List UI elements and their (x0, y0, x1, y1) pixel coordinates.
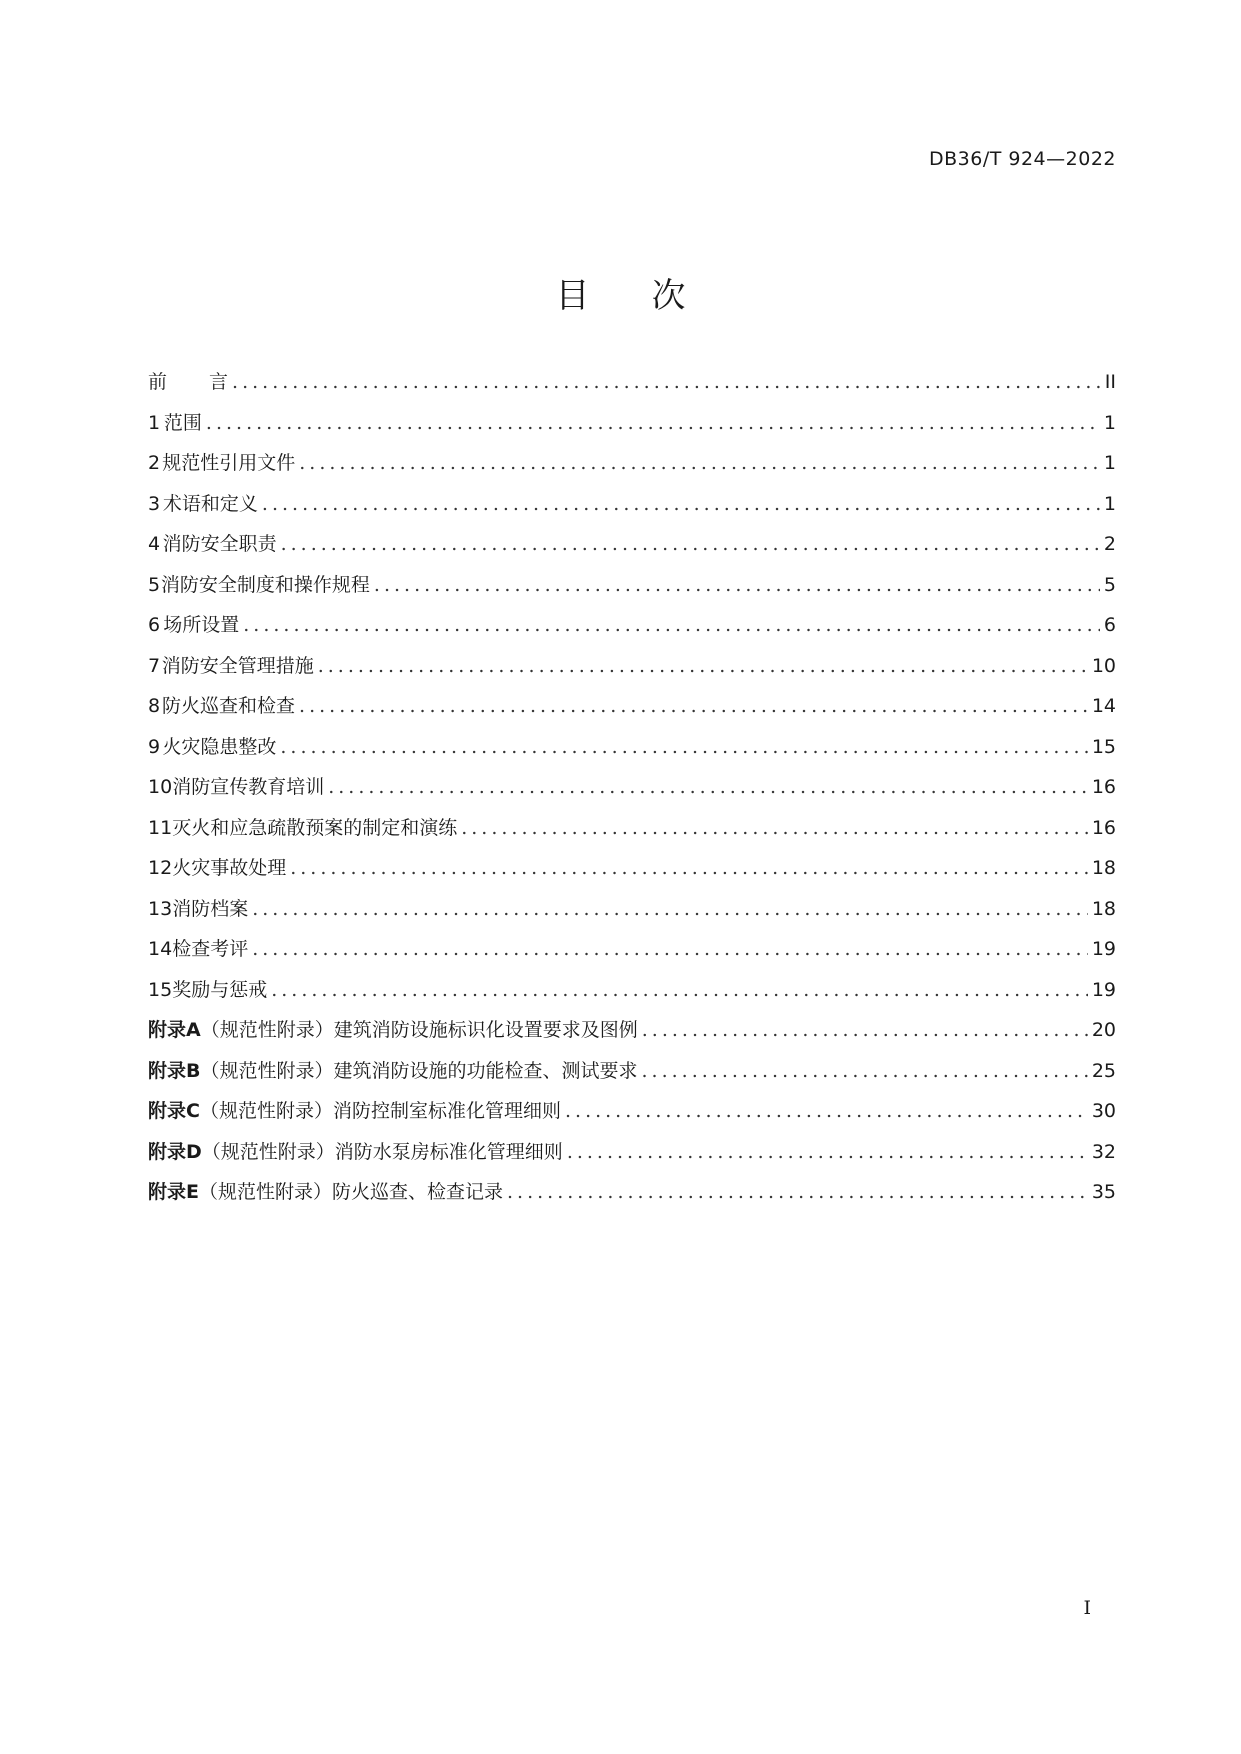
toc-entry-page: 19 (1091, 938, 1116, 960)
title-char-1: 目 (555, 276, 590, 316)
leader-dots (243, 614, 1100, 636)
toc-entry-page: 10 (1091, 654, 1116, 677)
toc-entry-appendix[interactable] (148, 1096, 1116, 1137)
leader-dots (318, 655, 1088, 677)
toc-entry-page: 25 (1091, 1059, 1116, 1082)
leader-dots (642, 1060, 1088, 1082)
toc-entry-page: 16 (1091, 816, 1116, 839)
toc-entry-page: 1 (1103, 492, 1116, 515)
leader-dots (281, 533, 1100, 555)
toc-entry[interactable] (148, 975, 1116, 1016)
toc-entry-label: 火灾隐患整改 (162, 735, 277, 758)
toc-entry-page: 18 (1091, 897, 1116, 920)
toc-entry-page: 30 (1091, 1100, 1116, 1122)
leader-dots (252, 898, 1088, 920)
section-number: 5 (148, 573, 161, 596)
toc-entry[interactable] (148, 570, 1116, 611)
toc-entry-appendix[interactable] (148, 1137, 1116, 1178)
toc-entry-label: 火灾事故处理 (172, 857, 287, 879)
footer-page-number: I (1083, 1597, 1091, 1619)
toc-entry[interactable] (148, 489, 1116, 530)
section-number: 13 (148, 897, 173, 920)
section-number: 8 (148, 695, 161, 717)
toc-entry-label: 奖励与惩戒 (172, 978, 268, 1001)
toc-entry-appendix[interactable] (148, 1015, 1116, 1056)
appendix-tag: （规范性附录） (200, 1059, 334, 1082)
toc-entry-appendix[interactable] (148, 1056, 1116, 1097)
appendix-id: 附录D (148, 1140, 202, 1163)
appendix-id: 附录A (148, 1019, 201, 1041)
toc-entry-page: 35 (1091, 1181, 1116, 1203)
toc-entry[interactable] (148, 448, 1116, 489)
leader-dots (232, 371, 1101, 393)
leader-dots (328, 776, 1088, 798)
toc-entry-label: 灭火和应急疏散预案的制定和演练 (172, 816, 458, 839)
leader-dots (290, 857, 1088, 879)
toc-entry-page: 1 (1103, 452, 1116, 474)
leader-dots (567, 1141, 1088, 1163)
toc-entry[interactable] (148, 813, 1116, 854)
toc-entry-label: 消防安全职责 (162, 533, 277, 555)
appendix-tag: （规范性附录） (200, 1019, 334, 1041)
section-number: 14 (148, 938, 173, 960)
toc-entry-appendix[interactable] (148, 1177, 1116, 1218)
toc-entry-label: 防火巡查和检查 (162, 695, 296, 717)
toc-entry-page: II (1104, 371, 1116, 393)
leader-dots (374, 574, 1100, 596)
page-title (0, 268, 1241, 317)
toc-entry-page: 14 (1091, 695, 1116, 717)
section-number: 1 (148, 411, 161, 434)
toc-entry-page: 6 (1103, 614, 1116, 636)
toc-entry[interactable] (148, 529, 1116, 570)
leader-dots (299, 452, 1100, 474)
leader-dots (271, 979, 1088, 1001)
leader-dots (642, 1019, 1088, 1041)
appendix-tag: （规范性附录） (198, 1181, 332, 1203)
leader-dots (507, 1181, 1088, 1203)
toc-entry-label: 消防水泵房标准化管理细则 (334, 1140, 563, 1163)
toc-entry[interactable] (148, 853, 1116, 894)
toc-entry[interactable] (148, 894, 1116, 935)
toc-entry-label: 消防安全管理措施 (161, 654, 314, 677)
toc-entry-page: 32 (1091, 1140, 1116, 1163)
appendix-id: 附录E (148, 1181, 199, 1203)
toc-entry-label: 术语和定义 (162, 492, 258, 515)
toc-entry-page: 1 (1103, 411, 1116, 434)
standard-code: DB36/T 924—2022 (928, 148, 1116, 170)
toc-entry-label: 消防安全制度和操作规程 (160, 573, 370, 596)
appendix-id: 附录B (148, 1059, 201, 1082)
title-char-2: 次 (651, 276, 686, 316)
toc-entry-label: 消防控制室标准化管理细则 (332, 1100, 561, 1122)
section-number: 12 (148, 857, 173, 879)
toc-entry-label: 规范性引用文件 (162, 452, 296, 474)
toc-entry[interactable] (148, 651, 1116, 692)
leader-dots (565, 1100, 1088, 1122)
toc-entry[interactable] (148, 408, 1116, 449)
toc-entry[interactable] (148, 610, 1116, 651)
appendix-tag: （规范性附录） (199, 1100, 333, 1122)
toc-entry-label: 消防宣传教育培训 (172, 776, 325, 798)
toc-entry-label: 场所设置 (163, 614, 240, 636)
toc-entry-page: 19 (1091, 978, 1116, 1001)
toc-entry-page: 18 (1091, 857, 1116, 879)
leader-dots (206, 412, 1100, 434)
section-number: 3 (148, 492, 161, 515)
toc-entry-label: 范围 (163, 411, 202, 434)
section-number: 9 (148, 735, 161, 758)
toc-entry-page: 16 (1091, 776, 1116, 798)
section-number: 6 (148, 614, 161, 636)
toc-entry-page: 2 (1103, 533, 1116, 555)
toc-entry[interactable] (148, 732, 1116, 773)
toc-entry-label: 建筑消防设施标识化设置要求及图例 (333, 1019, 638, 1041)
section-number: 7 (148, 654, 161, 677)
section-number: 11 (148, 816, 173, 839)
table-of-contents (148, 367, 1116, 1218)
leader-dots (280, 736, 1087, 758)
toc-entry-label: 建筑消防设施的功能检查、测试要求 (333, 1059, 638, 1082)
toc-entry[interactable] (148, 691, 1116, 732)
leader-dots (299, 695, 1088, 717)
section-number: 2 (148, 452, 161, 474)
section-number: 15 (148, 978, 173, 1001)
toc-entry[interactable] (148, 934, 1116, 975)
appendix-tag: （规范性附录） (201, 1140, 335, 1163)
section-number: 4 (148, 533, 161, 555)
toc-entry[interactable] (148, 772, 1116, 813)
leader-dots (252, 938, 1088, 960)
toc-entry-label: 消防档案 (172, 897, 249, 920)
toc-entry-label: 前 言 (148, 371, 229, 393)
toc-entry-page: 20 (1091, 1019, 1116, 1041)
toc-entry-preface[interactable] (148, 367, 1116, 408)
toc-entry-label: 检查考评 (172, 938, 249, 960)
leader-dots (262, 493, 1100, 515)
toc-entry-page: 15 (1091, 735, 1116, 758)
appendix-id: 附录C (148, 1100, 200, 1122)
toc-entry-page: 5 (1103, 573, 1116, 596)
section-number: 10 (148, 776, 173, 798)
toc-entry-label: 防火巡查、检查记录 (332, 1181, 504, 1203)
leader-dots (461, 817, 1088, 839)
